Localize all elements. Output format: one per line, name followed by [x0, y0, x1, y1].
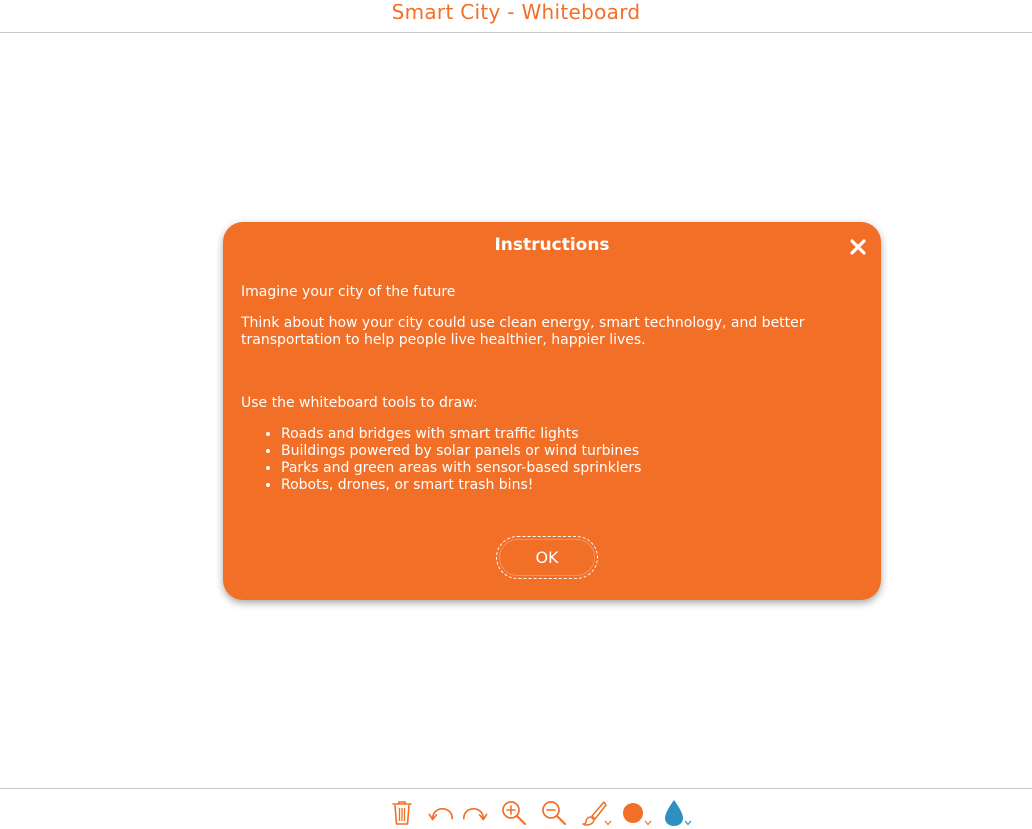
chevron-down-icon [604, 820, 612, 826]
list-item: • Robots, drones, or smart trash bins! [281, 477, 851, 494]
zoom-out-icon [540, 799, 568, 827]
list-item: • Parks and green areas with sensor-based sprinklers [281, 460, 851, 477]
list-item: • Roads and bridges with smart traffic lights [281, 426, 851, 443]
color-dropdown[interactable] [620, 798, 648, 828]
undo-button[interactable] [428, 798, 456, 828]
instructions-dialog [223, 222, 881, 600]
dialog-description: Think about how your city could use clean energy, smart technology, and better transportation to help people live healthier, happier lives. [241, 315, 805, 348]
redo-button[interactable] [460, 798, 488, 828]
ok-button[interactable]: OK [496, 536, 598, 579]
drawing-toolbar [388, 797, 700, 829]
toolbar-footer [0, 788, 1032, 829]
close-button[interactable] [847, 236, 869, 258]
dialog-title: Instructions [494, 235, 610, 255]
dialog-tools-prompt: Use the whiteboard tools to draw: [241, 395, 478, 411]
opacity-dropdown[interactable] [660, 798, 688, 828]
close-icon [847, 236, 869, 258]
color-dot-icon [622, 801, 646, 825]
chevron-down-icon [684, 820, 692, 826]
chevron-down-icon [644, 820, 652, 826]
header-bar [0, 0, 1032, 33]
drawing-ideas-list [241, 426, 851, 494]
undo-icon [428, 801, 456, 825]
trash-icon [390, 799, 414, 827]
zoom-in-icon [500, 799, 528, 827]
brush-dropdown[interactable] [580, 798, 608, 828]
dialog-body [241, 284, 851, 494]
clear-button[interactable] [388, 798, 416, 828]
redo-icon [460, 801, 488, 825]
opacity-drop-icon [662, 798, 686, 828]
zoom-in-button[interactable] [500, 798, 528, 828]
list-item: • Buildings powered by solar panels or wind turbines [281, 443, 851, 460]
zoom-out-button[interactable] [540, 798, 568, 828]
page-title: Smart City - Whiteboard [391, 0, 641, 24]
dialog-intro: Imagine your city of the future [241, 284, 456, 300]
